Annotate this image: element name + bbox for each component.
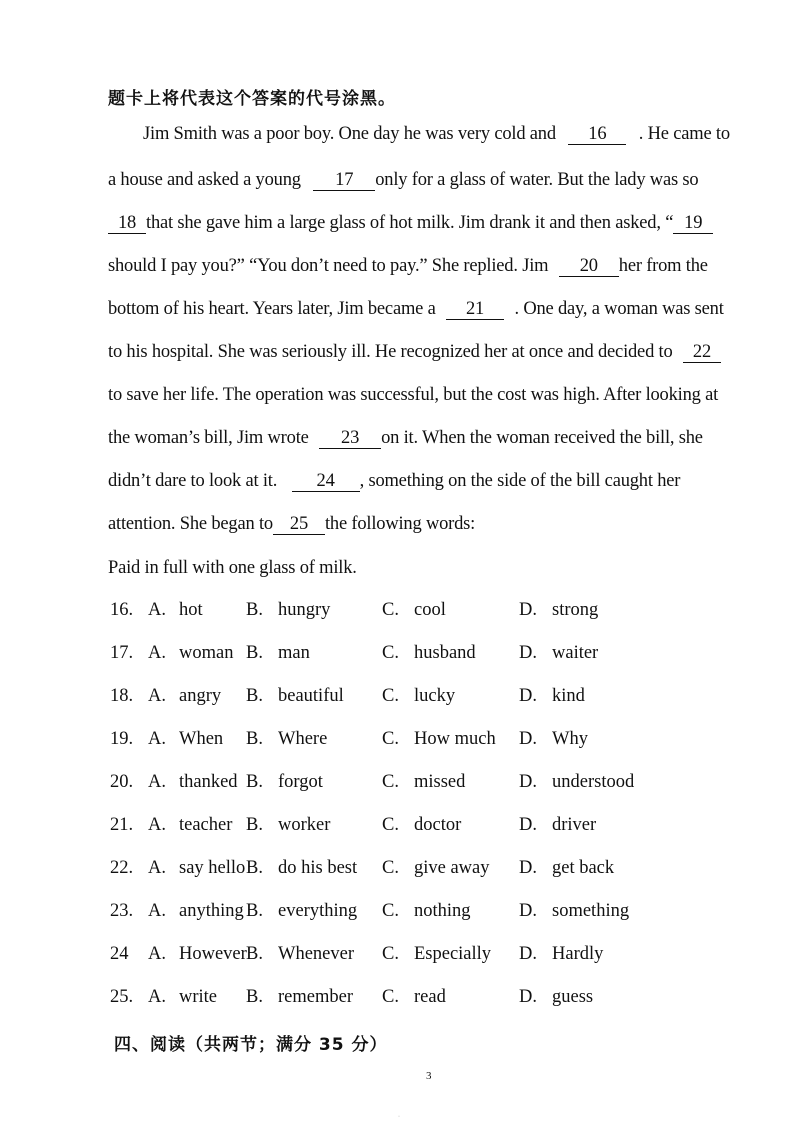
option-b-letter: B. <box>246 815 263 835</box>
passage-text: , something on the side of the bill caught her <box>359 471 681 491</box>
option-d-text: waiter <box>552 643 599 663</box>
passage-text: . He came to <box>638 124 730 144</box>
question-number: 16. <box>110 600 134 620</box>
scan-dot: · <box>398 1114 400 1120</box>
option-c-text: missed <box>414 772 466 792</box>
passage-text: the woman’s bill, Jim wrote <box>108 428 309 448</box>
passage-line-1 <box>143 124 730 145</box>
option-c-letter: C. <box>382 643 399 663</box>
option-c-letter: C. <box>382 772 399 792</box>
option-a-letter: A. <box>148 772 166 792</box>
question-number: 17. <box>110 643 134 663</box>
passage-line-7: to save her life. The operation was successful, but the cost was high. After looking at <box>108 385 719 405</box>
blank-18: 18 <box>108 214 146 234</box>
passage-text: the following words: <box>324 514 476 534</box>
blank-16: 16 <box>568 125 626 145</box>
option-d-text: Hardly <box>552 944 604 964</box>
passage-text: didn’t dare to look at it. <box>108 471 278 491</box>
option-d-letter: D. <box>519 643 537 663</box>
option-a-letter: A. <box>148 815 166 835</box>
question-number: 25. <box>110 987 134 1007</box>
blank-24: 24 <box>292 472 360 492</box>
option-d-letter: D. <box>519 901 537 921</box>
option-b-text: remember <box>278 987 353 1007</box>
passage-text: bottom of his heart. Years later, Jim became a <box>108 299 436 319</box>
option-b-text: Whenever <box>278 944 355 964</box>
passage-text: should I pay you?” “You don’t need to pay.” She replied. Jim <box>108 256 549 276</box>
option-a-letter: A. <box>148 901 166 921</box>
question-number: 19. <box>110 729 134 749</box>
option-b-letter: B. <box>246 600 263 620</box>
passage-text: that she gave him a large glass of hot milk. Jim drank it and then asked, “ <box>146 213 674 233</box>
instruction-text: 题卡上将代表这个答案的代号涂黑。 <box>108 89 396 109</box>
passage-line-2 <box>108 170 698 191</box>
option-c-letter: C. <box>382 901 399 921</box>
passage-line-3 <box>108 213 713 234</box>
option-a-text: However <box>179 944 247 964</box>
option-c-text: Especially <box>414 944 492 964</box>
option-a-letter: A. <box>148 686 166 706</box>
option-d-text: understood <box>552 772 635 792</box>
passage-line-4 <box>108 256 708 277</box>
passage-line-6 <box>108 342 721 363</box>
option-d-text: Why <box>552 729 588 749</box>
option-d-letter: D. <box>519 686 537 706</box>
passage-text: on it. When the woman received the bill, she <box>381 428 703 448</box>
option-c-letter: C. <box>382 987 399 1007</box>
passage-line-11: Paid in full with one glass of milk. <box>108 558 357 578</box>
option-c-text: read <box>414 987 446 1007</box>
option-c-text: nothing <box>414 901 471 921</box>
passage-text: to his hospital. She was seriously ill. He recognized her at once and decided to <box>108 342 673 362</box>
option-a-text: write <box>179 987 218 1007</box>
passage-text: attention. She began to <box>108 514 273 534</box>
option-a-text: When <box>179 729 224 749</box>
passage-text: only for a glass of water. But the lady was so <box>375 170 699 190</box>
question-number: 18. <box>110 686 134 706</box>
option-b-letter: B. <box>246 772 263 792</box>
blank-23: 23 <box>319 429 381 449</box>
option-d-letter: D. <box>519 858 537 878</box>
question-number: 21. <box>110 815 134 835</box>
option-a-text: thanked <box>179 772 238 792</box>
option-a-text: anything <box>179 901 244 921</box>
option-a-letter: A. <box>148 643 166 663</box>
option-a-text: woman <box>179 643 234 663</box>
blank-17: 17 <box>313 171 375 191</box>
option-c-letter: C. <box>382 815 399 835</box>
question-number: 22. <box>110 858 134 878</box>
option-b-text: beautiful <box>278 686 344 706</box>
section-heading: 四、阅读（共两节；满分 35 分） <box>114 1035 388 1055</box>
option-c-text: cool <box>414 600 446 620</box>
option-d-text: something <box>552 901 630 921</box>
option-b-letter: B. <box>246 729 263 749</box>
option-d-text: driver <box>552 815 597 835</box>
option-b-letter: B. <box>246 901 263 921</box>
passage-line-8 <box>108 428 703 449</box>
option-b-text: man <box>278 643 310 663</box>
option-b-letter: B. <box>246 858 263 878</box>
passage-line-5 <box>108 299 724 320</box>
option-c-letter: C. <box>382 686 399 706</box>
blank-21: 21 <box>446 300 504 320</box>
option-d-letter: D. <box>519 729 537 749</box>
option-b-text: worker <box>278 815 331 835</box>
option-b-text: forgot <box>278 772 323 792</box>
option-a-text: hot <box>179 600 203 620</box>
option-d-letter: D. <box>519 772 537 792</box>
option-c-text: doctor <box>414 815 462 835</box>
option-b-text: do his best <box>278 858 358 878</box>
passage-text: her from the <box>618 256 708 276</box>
page-number: 3 <box>426 1070 432 1082</box>
option-c-letter: C. <box>382 729 399 749</box>
option-b-text: hungry <box>278 600 331 620</box>
option-d-letter: D. <box>519 944 537 964</box>
option-a-letter: A. <box>148 600 166 620</box>
option-d-text: get back <box>552 858 615 878</box>
option-b-text: everything <box>278 901 358 921</box>
option-a-letter: A. <box>148 987 166 1007</box>
option-a-text: teacher <box>179 815 233 835</box>
passage-text: Jim Smith was a poor boy. One day he was very cold and <box>143 124 556 144</box>
option-d-letter: D. <box>519 600 537 620</box>
option-b-letter: B. <box>246 987 263 1007</box>
passage-text: a house and asked a young <box>108 170 301 190</box>
option-d-letter: D. <box>519 815 537 835</box>
option-a-letter: A. <box>148 858 166 878</box>
option-a-text: say hello <box>179 858 246 878</box>
option-d-text: kind <box>552 686 585 706</box>
question-number: 24 <box>110 944 129 964</box>
option-c-text: give away <box>414 858 490 878</box>
option-c-letter: C. <box>382 944 399 964</box>
blank-20: 20 <box>559 257 619 277</box>
option-c-letter: C. <box>382 600 399 620</box>
option-c-text: lucky <box>414 686 456 706</box>
question-number: 23. <box>110 901 134 921</box>
option-d-text: strong <box>552 600 599 620</box>
blank-25: 25 <box>273 515 325 535</box>
passage-line-9 <box>108 471 680 492</box>
option-c-text: How much <box>414 729 496 749</box>
option-a-letter: A. <box>148 729 166 749</box>
option-d-letter: D. <box>519 987 537 1007</box>
blank-22: 22 <box>683 343 721 363</box>
option-b-letter: B. <box>246 643 263 663</box>
blank-19: 19 <box>673 214 713 234</box>
option-c-text: husband <box>414 643 476 663</box>
option-b-letter: B. <box>246 944 263 964</box>
option-a-text: angry <box>179 686 222 706</box>
passage-text: . One day, a woman was sent <box>514 299 724 319</box>
passage-line-10 <box>108 514 475 535</box>
option-b-letter: B. <box>246 686 263 706</box>
question-number: 20. <box>110 772 134 792</box>
option-c-letter: C. <box>382 858 399 878</box>
option-d-text: guess <box>552 987 594 1007</box>
option-a-letter: A. <box>148 944 166 964</box>
option-b-text: Where <box>278 729 328 749</box>
